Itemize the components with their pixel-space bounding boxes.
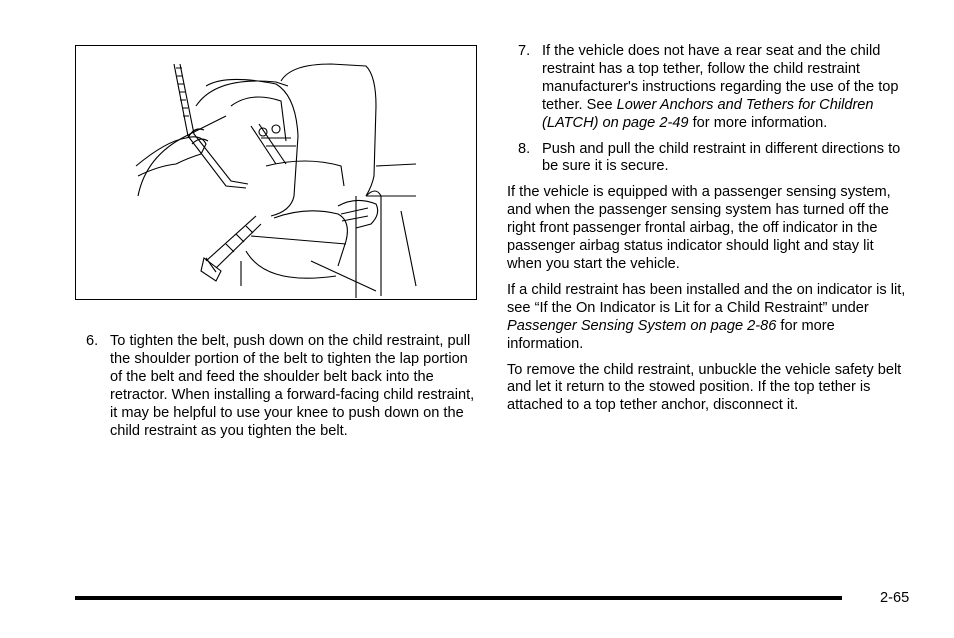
paragraph-remove-restraint: To remove the child restraint, unbuckle the vehicle safety belt and let it return to the stowed position. If the top tether is attached to a top tether anchor, disconnect it. [507, 361, 902, 414]
step-text: To tighten the belt, push down on the child restraint, pull the shoulder portion of the belt to tighten the lap portion of the belt and feed the shoulder belt back into the retractor. When installing a forward-facing child restraint, it may be helpful to use your knee to push down on the child restraint as you tighten the belt. [110, 333, 475, 439]
step-number: 6. [86, 333, 99, 349]
step-text: Push and pull the child restraint in different directions to be sure it is secure. [542, 140, 901, 175]
paragraph-text-before: If a child restraint has been installed and the on indicator is lit, see “If the On Indicator is Lit for a Child Restraint” under [507, 281, 906, 316]
footer-rule [75, 596, 842, 600]
step-6 [86, 333, 481, 440]
right-column [507, 43, 912, 423]
paragraph-on-indicator [507, 282, 912, 354]
cross-reference-link[interactable]: Lower Anchors and Tethers for Children (LATCH) on page 2-49 [542, 96, 874, 131]
page-number: 2-65 [880, 590, 910, 606]
cross-reference-link[interactable]: Passenger Sensing System on page 2-86 [507, 317, 777, 334]
illustration-figure [75, 45, 477, 300]
paragraph-passenger-sensing: If the vehicle is equipped with a passenger sensing system, and when the passenger sensing system has turned off the right front passenger frontal airbag, the off indicator in the passenger airbag status indicator should light and stay lit when you start the vehicle. [507, 184, 891, 272]
step-number: 7. [518, 43, 531, 59]
step-8 [507, 141, 912, 177]
step-number: 8. [518, 140, 531, 157]
step-7 [507, 43, 912, 133]
left-column [86, 333, 481, 448]
step-text-after: for more information. [688, 114, 828, 131]
paragraph-text-after: for more information. [507, 317, 835, 352]
step-text-before: If the vehicle does not have a rear seat and the child restraint has a top tether, follow the child restraint manufacturer's instructions regarding the use of the top tether. See [542, 43, 899, 113]
child-restraint-installation-illustration-icon [76, 46, 475, 298]
step-text [542, 43, 912, 133]
